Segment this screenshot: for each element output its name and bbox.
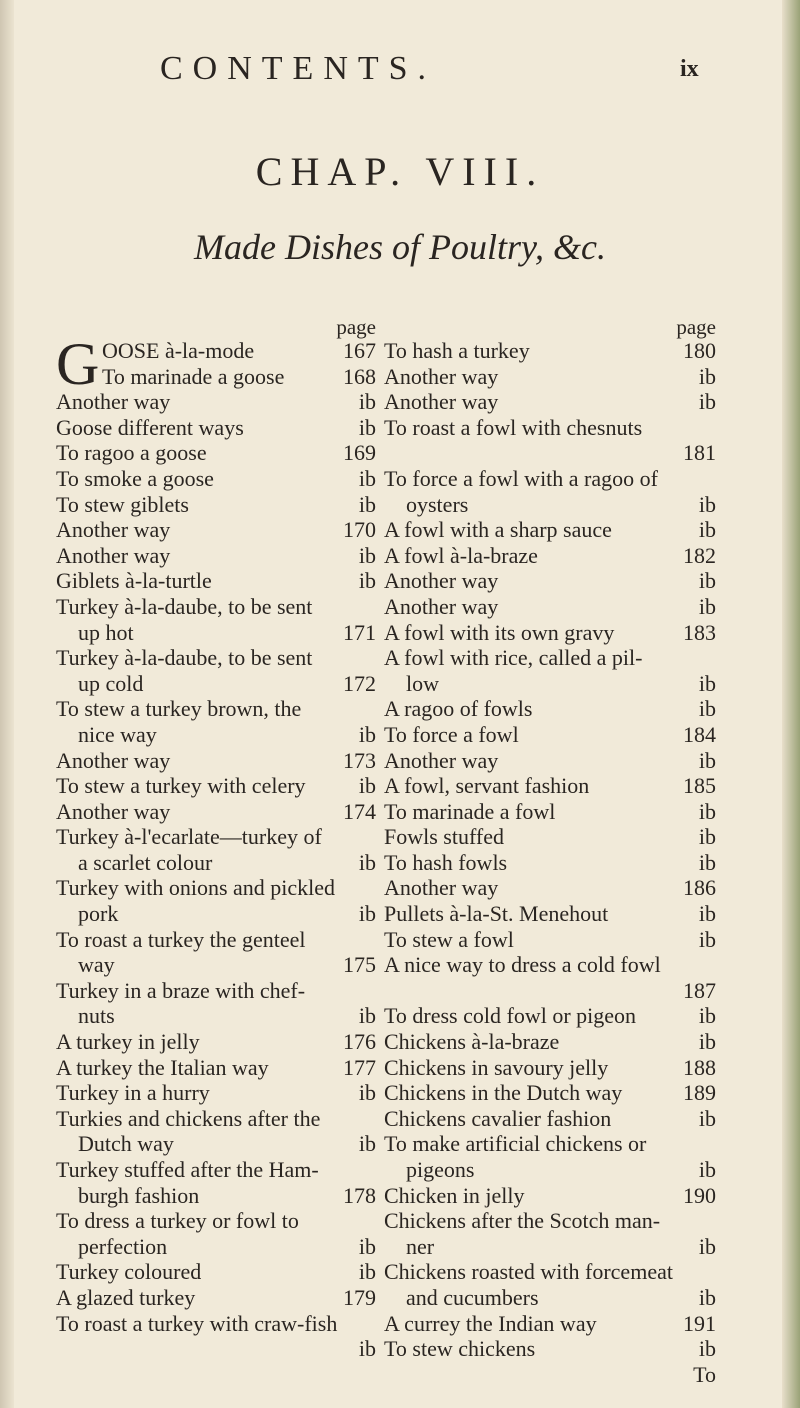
toc-entry-line (56, 492, 376, 518)
toc-entry-line (384, 1003, 716, 1029)
toc-entry-line (56, 671, 376, 697)
entry-title: Giblets à-la-turtle (56, 568, 212, 594)
entry-page: 190 (683, 1182, 716, 1208)
entry-title: Another way (56, 542, 171, 568)
toc-entry-line (384, 492, 716, 518)
entry-page: ib (358, 491, 376, 517)
entry-title: Turkey à-l'ecarlate—turkey of (56, 824, 322, 850)
toc-entry-line (56, 901, 376, 927)
toc-entry-line (384, 773, 716, 799)
toc-entry-line (56, 389, 376, 415)
toc-entry-line (56, 1336, 376, 1362)
entry-title: A glazed turkey (56, 1284, 196, 1310)
toc-entry-line (56, 466, 376, 492)
entry-page: ib (698, 926, 716, 952)
entry-title: A fowl with a sharp sauce (384, 517, 612, 543)
entry-page: ib (698, 1284, 716, 1310)
toc-entry-line (384, 1311, 716, 1337)
toc-entry-line (384, 415, 716, 441)
entry-title: Chicken in jelly (384, 1182, 525, 1208)
entry-title: Chickens after the Scotch man- (384, 1208, 661, 1234)
toc-entry-line (384, 952, 716, 978)
toc-entry-line (56, 1311, 376, 1337)
entry-title: way (78, 952, 115, 978)
toc-entry-line (56, 927, 376, 953)
toc-entry-line (384, 1336, 716, 1362)
entry-page: ib (358, 1259, 376, 1285)
entry-page: ib (698, 824, 716, 850)
chapter-heading: CHAP. VIII. (255, 149, 545, 194)
entry-title: Another way (384, 747, 499, 773)
toc-entry-line (384, 1183, 716, 1209)
toc-entry-line (56, 1055, 376, 1081)
entry-page: ib (358, 1233, 376, 1259)
entry-title: pork (78, 901, 119, 927)
toc-entry-line (56, 1080, 376, 1106)
toc-entry-line (56, 773, 376, 799)
entry-title: A nice way to dress a cold fowl (384, 952, 661, 978)
entry-title: A fowl à-la-braze (384, 542, 538, 568)
entry-title: To stew a fowl (384, 926, 514, 952)
entry-title: A currey the Indian way (384, 1310, 597, 1336)
entry-page: ib (358, 721, 376, 747)
toc-entry-line (384, 440, 716, 466)
toc-entry-line (56, 415, 376, 441)
entry-title: up cold (78, 670, 144, 696)
toc-entry-line (56, 1157, 376, 1183)
page-label-left: page (336, 315, 376, 339)
entry-page: ib (698, 568, 716, 594)
toc-entry-line (384, 850, 716, 876)
entry-title: A ragoo of fowls (384, 696, 533, 722)
drop-cap: G (56, 331, 100, 397)
toc-entry-line (56, 1131, 376, 1157)
toc-entry-line (384, 748, 716, 774)
toc-entry-line (56, 978, 376, 1004)
entry-title: Turkey with onions and pickled (56, 875, 336, 901)
entry-title: oysters (406, 491, 469, 517)
toc-entry-line (384, 799, 716, 825)
left-entries (56, 331, 376, 1362)
entry-page: ib (698, 747, 716, 773)
entry-title: To ragoo a goose (56, 440, 207, 466)
toc-entry-line (56, 824, 376, 850)
entry-page: ib (358, 1003, 376, 1029)
entry-title: Turkey in a hurry (56, 1080, 210, 1106)
folio: ix (680, 56, 699, 82)
right-entries (384, 338, 716, 1362)
catchword: To (693, 1361, 716, 1387)
toc-entry-line (56, 440, 376, 466)
entry-title: Another way (56, 389, 171, 415)
toc-entry-line (56, 645, 376, 671)
toc-entry-line (384, 875, 716, 901)
entry-title: and cucumbers (406, 1284, 539, 1310)
page-edge-right (782, 0, 800, 1408)
page-edge-left (0, 0, 14, 1408)
entry-page: 178 (343, 1182, 376, 1208)
entry-title: To stew a turkey brown, the (56, 696, 302, 722)
entry-title: low (406, 670, 439, 696)
toc-entry-line (384, 1208, 716, 1234)
entry-page: 176 (343, 1029, 376, 1055)
entry-page: 183 (683, 619, 716, 645)
toc-entry-line (384, 927, 716, 953)
toc-entry-line (56, 1183, 376, 1209)
entry-title: Another way (384, 389, 499, 415)
toc-entry-line (56, 1003, 376, 1029)
entry-title: To roast a fowl with chesnuts (384, 414, 643, 440)
entry-page: ib (698, 901, 716, 927)
entry-page: 189 (683, 1080, 716, 1106)
toc-entry-line (384, 901, 716, 927)
toc-entry-line (384, 364, 716, 390)
entry-page: 188 (683, 1054, 716, 1080)
toc-entry-line (56, 364, 376, 390)
entry-page: ib (698, 1233, 716, 1259)
entry-title: A fowl with its own gravy (384, 619, 615, 645)
entry-page: 173 (343, 747, 376, 773)
entry-title: To force a fowl (384, 721, 519, 747)
entry-page: ib (358, 1336, 376, 1362)
toc-entry-line (56, 748, 376, 774)
toc-entry-line (384, 543, 716, 569)
toc-entry-line (56, 594, 376, 620)
entry-title: To stew chickens (384, 1336, 536, 1362)
entry-title: Another way (384, 363, 499, 389)
entry-page: 186 (683, 875, 716, 901)
toc-entry-line (384, 1106, 716, 1132)
toc-entry-line (384, 1055, 716, 1081)
toc-entry-line (384, 1029, 716, 1055)
entry-title: Another way (56, 517, 171, 543)
entry-title: To roast a turkey the genteel (56, 926, 306, 952)
entry-title: To smoke a goose (56, 465, 214, 491)
entry-page: ib (358, 568, 376, 594)
entry-page: 167 (343, 338, 376, 363)
entry-title: Chickens roasted with forcemeat (384, 1259, 673, 1285)
entry-title: A fowl, servant fashion (384, 773, 590, 799)
entry-page: ib (358, 389, 376, 415)
toc-entry-line (56, 799, 376, 825)
entry-page: 168 (343, 363, 376, 389)
left-column (56, 316, 376, 1362)
toc-entry-line (384, 1080, 716, 1106)
entry-title: Chickens in the Dutch way (384, 1080, 623, 1106)
entry-title: A turkey in jelly (56, 1029, 200, 1055)
toc-entry-line (384, 824, 716, 850)
entry-page: ib (358, 542, 376, 568)
toc-entry-line (56, 517, 376, 543)
entry-page: 181 (683, 440, 716, 466)
toc-entry-line (384, 978, 716, 1004)
toc-entry-line (56, 850, 376, 876)
entry-title: Pullets à-la-St. Menehout (384, 901, 609, 927)
entry-title: Goose different ways (56, 414, 244, 440)
toc-entry-line (384, 568, 716, 594)
toc-entry-line (56, 620, 376, 646)
entry-page: ib (358, 773, 376, 799)
entry-title: To hash a turkey (384, 338, 530, 363)
entry-page: 185 (683, 773, 716, 799)
toc-entry-line (384, 645, 716, 671)
entry-page: ib (698, 593, 716, 619)
entry-title: Another way (384, 568, 499, 594)
entry-title: Fowls stuffed (384, 824, 504, 850)
entry-page: 175 (343, 952, 376, 978)
toc-entry-line (384, 1285, 716, 1311)
entry-page: ib (358, 465, 376, 491)
entry-title: To marinade a goose (102, 363, 285, 389)
toc-entry-line (384, 671, 716, 697)
entry-page: ib (698, 517, 716, 543)
entry-title: To marinade a fowl (384, 798, 556, 824)
toc-entry-line (384, 1259, 716, 1285)
entry-title: To make artificial chickens or (384, 1131, 647, 1157)
entry-title: To dress cold fowl or pigeon (384, 1003, 637, 1029)
entry-page: ib (698, 798, 716, 824)
entry-page: ib (698, 696, 716, 722)
entry-title: burgh fashion (78, 1182, 200, 1208)
entry-page: ib (358, 414, 376, 440)
entry-page: 191 (683, 1310, 716, 1336)
toc-entry-line (384, 696, 716, 722)
toc-entry-line (56, 1234, 376, 1260)
running-head (0, 50, 800, 94)
entry-title: Chickens in savoury jelly (384, 1054, 609, 1080)
entry-page: ib (698, 849, 716, 875)
toc-entry-line (384, 389, 716, 415)
entry-title: up hot (78, 619, 134, 645)
entry-page: 171 (343, 619, 376, 645)
entry-title: pigeons (406, 1157, 475, 1182)
toc-entry-line (384, 722, 716, 748)
entry-page: 169 (343, 440, 376, 466)
entry-page: 170 (343, 517, 376, 543)
toc-entry-line (384, 517, 716, 543)
entry-title: To stew a turkey with celery (56, 773, 306, 799)
entry-title: nuts (78, 1003, 115, 1029)
toc-entry-line (56, 952, 376, 978)
entry-title: OOSE à-la-mode (102, 338, 255, 363)
entry-title: Dutch way (78, 1131, 174, 1157)
toc-entry-line (384, 338, 716, 364)
toc-entry-line (56, 1208, 376, 1234)
entry-page: 184 (683, 721, 716, 747)
entry-page: 172 (343, 670, 376, 696)
entry-title: Another way (56, 798, 171, 824)
entry-title: Chickens à-la-braze (384, 1029, 560, 1055)
entry-page: ib (358, 1080, 376, 1106)
entry-page: ib (698, 670, 716, 696)
entry-page: 182 (683, 542, 716, 568)
entry-title: To stew giblets (56, 491, 189, 517)
entry-page: 180 (683, 338, 716, 363)
toc-entry-line (384, 1131, 716, 1157)
entry-page: ib (698, 1003, 716, 1029)
entry-title: Turkies and chickens after the (56, 1105, 321, 1131)
entry-page: ib (698, 1105, 716, 1131)
entry-title: Another way (56, 747, 171, 773)
chapter-subheading: Made Dishes of Poultry, &c. (194, 227, 606, 267)
toc-entry-line (56, 543, 376, 569)
entry-page: ib (698, 1336, 716, 1362)
entry-page: ib (698, 1157, 716, 1182)
entry-page: ib (698, 389, 716, 415)
entry-page: ib (358, 1131, 376, 1157)
toc-entry-line (384, 620, 716, 646)
entry-title: Another way (384, 593, 499, 619)
entry-title: A fowl with rice, called a pil- (384, 645, 643, 671)
entry-title: Chickens cavalier fashion (384, 1105, 612, 1131)
entry-title: nice way (78, 721, 157, 747)
toc-entry-line (384, 1157, 716, 1183)
entry-page: 177 (343, 1054, 376, 1080)
toc-entry-line (56, 1029, 376, 1055)
entry-title: To roast a turkey with craw-fish (56, 1310, 338, 1336)
right-column (384, 316, 716, 1387)
entry-page: ib (698, 363, 716, 389)
entry-title: Turkey à-la-daube, to be sent (56, 645, 313, 671)
entry-title: a scarlet colour (78, 849, 213, 875)
entry-title: To force a fowl with a ragoo of (384, 465, 658, 491)
entry-title: ner (406, 1233, 435, 1259)
page-label-right: page (676, 315, 716, 339)
entry-title: perfection (78, 1233, 168, 1259)
entry-title: Turkey in a braze with chef- (56, 977, 306, 1003)
toc-entry-line (56, 1285, 376, 1311)
toc-entry-line (384, 1234, 716, 1260)
toc-entry-line (56, 722, 376, 748)
entry-page: 179 (343, 1284, 376, 1310)
entry-page: ib (698, 1029, 716, 1055)
entry-title: A turkey the Italian way (56, 1054, 269, 1080)
toc-entry-line (56, 1106, 376, 1132)
toc-entry-line (56, 696, 376, 722)
running-title: CONTENTS. (160, 50, 437, 87)
entry-title: Turkey coloured (56, 1259, 202, 1285)
toc-entry-line (56, 1259, 376, 1285)
entry-title: Turkey stuffed after the Ham- (56, 1157, 319, 1182)
toc-entry-line (384, 466, 716, 492)
entry-page: 187 (683, 977, 716, 1003)
entry-page: ib (698, 491, 716, 517)
entry-title: To hash fowls (384, 849, 508, 875)
toc-entry-line (56, 875, 376, 901)
entry-title: Another way (384, 875, 499, 901)
entry-page: ib (358, 901, 376, 927)
entry-page: 174 (343, 798, 376, 824)
entry-page: ib (358, 849, 376, 875)
entry-title: Turkey à-la-daube, to be sent (56, 593, 313, 619)
toc-entry-line (384, 594, 716, 620)
entry-title: To dress a turkey or fowl to (56, 1208, 299, 1234)
toc-entry-line (56, 568, 376, 594)
